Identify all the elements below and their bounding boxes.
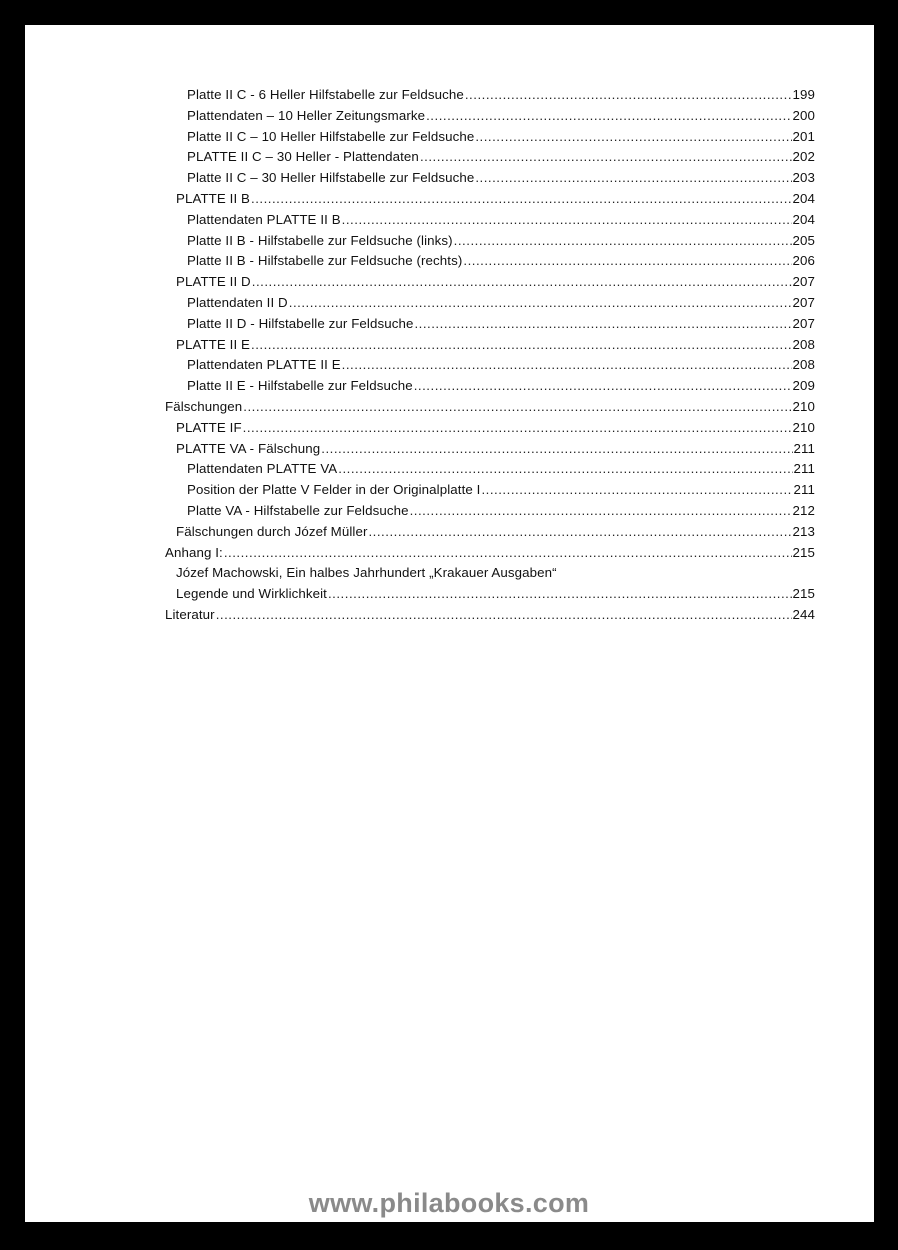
- toc-entry-page: 244: [792, 606, 815, 622]
- toc-entry-page: 208: [792, 336, 815, 352]
- toc-entry-page: 207: [792, 315, 815, 331]
- toc-entry-page: 212: [792, 502, 815, 518]
- toc-entry-page: 208: [792, 357, 815, 373]
- toc-entry[interactable]: [165, 189, 815, 210]
- toc-entry[interactable]: [165, 147, 815, 168]
- toc-entry-title: PLATTE II E: [176, 336, 251, 352]
- toc-entry-page: 207: [792, 274, 815, 290]
- dot-leader: [454, 231, 792, 252]
- toc-entry[interactable]: [165, 272, 815, 293]
- toc-entry-page: 200: [792, 107, 815, 123]
- toc-entry-page: 211: [793, 482, 815, 498]
- toc-entry-title: Position der Platte V Felder in der Originalplatte I: [187, 482, 481, 498]
- toc-entry[interactable]: [165, 293, 815, 314]
- toc-entry[interactable]: [165, 522, 815, 543]
- toc-entry-page: 210: [792, 398, 815, 414]
- dot-leader: [243, 397, 791, 418]
- toc-entry-title: Anhang I:: [165, 544, 223, 560]
- dot-leader: [321, 439, 792, 460]
- toc-entry-title: Platte II C – 10 Heller Hilfstabelle zur Feldsuche: [187, 128, 475, 144]
- toc-entry-title: Platte II B - Hilfstabelle zur Feldsuche (links): [187, 232, 453, 248]
- toc-entry[interactable]: [165, 418, 815, 439]
- toc-entry[interactable]: [165, 397, 815, 418]
- dot-leader: [414, 376, 792, 397]
- toc-entry[interactable]: [165, 459, 815, 480]
- toc-entry[interactable]: [165, 480, 815, 501]
- toc-entry-title: Platte II E - Hilfstabelle zur Feldsuche: [187, 378, 413, 394]
- dot-leader: [243, 418, 792, 439]
- toc-entry[interactable]: [165, 210, 815, 231]
- toc-entry-title: PLATTE II D: [176, 274, 251, 290]
- toc-entry-page: 202: [792, 149, 815, 165]
- footer-watermark-url: www.philabooks.com: [308, 1188, 590, 1218]
- dot-leader: [224, 543, 792, 564]
- toc-entry[interactable]: [165, 605, 815, 626]
- toc-entry[interactable]: [165, 231, 815, 252]
- toc-entry-page: 201: [792, 128, 815, 144]
- toc-entry-title: PLATTE II C – 30 Heller - Plattendaten: [187, 149, 419, 165]
- toc-entry-page: 209: [792, 378, 815, 394]
- toc-entry-title: PLATTE VA - Fälschung: [176, 440, 321, 456]
- dot-leader: [338, 459, 792, 480]
- dot-leader: [368, 522, 791, 543]
- toc-entry-title: Józef Machowski, Ein halbes Jahrhundert „Krakauer Ausgaben“: [176, 565, 557, 581]
- toc-entry-title: Fälschungen durch Józef Müller: [176, 523, 368, 539]
- toc-entry-title: Fälschungen: [165, 398, 243, 414]
- toc-entry-page: 213: [792, 523, 815, 539]
- toc-entry[interactable]: [165, 251, 815, 272]
- toc-entry-title: Plattendaten – 10 Heller Zeitungsmarke: [187, 107, 426, 123]
- toc-entry-title: Platte VA - Hilfstabelle zur Feldsuche: [187, 502, 409, 518]
- toc-entry-title-continued: Legende und Wirklichkeit: [176, 586, 327, 602]
- toc-entry-title: Platte II C – 30 Heller Hilfstabelle zur Feldsuche: [187, 170, 475, 186]
- dot-leader: [475, 127, 791, 148]
- toc-entry-page: 211: [793, 461, 815, 477]
- dot-leader: [481, 480, 792, 501]
- document-page: [25, 25, 874, 1222]
- toc-entry-title: Platte II C - 6 Heller Hilfstabelle zur Feldsuche: [187, 87, 464, 102]
- toc-entry-title: Plattendaten PLATTE II B: [187, 211, 341, 227]
- toc-entry-title: Literatur: [165, 606, 215, 622]
- dot-leader: [465, 85, 792, 106]
- toc-entry-page: 207: [792, 294, 815, 310]
- dot-leader: [251, 335, 791, 356]
- dot-leader: [475, 168, 791, 189]
- dot-leader: [289, 293, 792, 314]
- dot-leader: [342, 210, 792, 231]
- toc-entry[interactable]: [165, 501, 815, 522]
- toc-entry[interactable]: [165, 168, 815, 189]
- toc-entry-page: 204: [792, 211, 815, 227]
- toc-entry[interactable]: [165, 314, 815, 335]
- dot-leader: [251, 189, 791, 210]
- toc-entry-title: Platte II B - Hilfstabelle zur Feldsuche (rechts): [187, 253, 463, 269]
- dot-leader: [252, 272, 792, 293]
- toc-entry-title: Plattendaten PLATTE II E: [187, 357, 341, 373]
- dot-leader: [328, 584, 792, 605]
- toc-entry-page: 215: [792, 544, 815, 560]
- toc-entry-page: 203: [792, 170, 815, 186]
- dot-leader: [463, 251, 791, 272]
- toc-entry-page: 204: [792, 190, 815, 206]
- dot-leader: [414, 314, 791, 335]
- toc-entry[interactable]: [165, 376, 815, 397]
- dot-leader: [410, 501, 792, 522]
- dot-leader: [342, 355, 792, 376]
- toc-entry-page: 211: [793, 440, 815, 456]
- toc-entry-page: 205: [792, 232, 815, 248]
- toc-entry-title: Platte II D - Hilfstabelle zur Feldsuche: [187, 315, 414, 331]
- toc-entry-page: 210: [792, 419, 815, 435]
- toc-entry-page: 199: [792, 87, 815, 102]
- toc-entry[interactable]: [165, 355, 815, 376]
- toc-entry[interactable]: [165, 335, 815, 356]
- dot-leader: [420, 147, 792, 168]
- toc-entry[interactable]: [165, 106, 815, 127]
- toc-entry-title: Plattendaten PLATTE VA: [187, 461, 338, 477]
- toc-entry[interactable]: [165, 439, 815, 460]
- toc-entry[interactable]: [165, 85, 815, 106]
- toc-entry[interactable]: [165, 563, 815, 605]
- toc-entry-title: Plattendaten II D: [187, 294, 288, 310]
- toc-entry-page: 206: [792, 253, 815, 269]
- toc-entry[interactable]: [165, 543, 815, 564]
- dot-leader: [216, 605, 792, 626]
- toc-entry-title: PLATTE II B: [176, 190, 251, 206]
- table-of-contents: [165, 85, 815, 626]
- toc-entry[interactable]: [165, 127, 815, 148]
- toc-entry-page: 215: [792, 586, 815, 602]
- dot-leader: [426, 106, 791, 127]
- toc-entry-title: PLATTE IF: [176, 419, 242, 435]
